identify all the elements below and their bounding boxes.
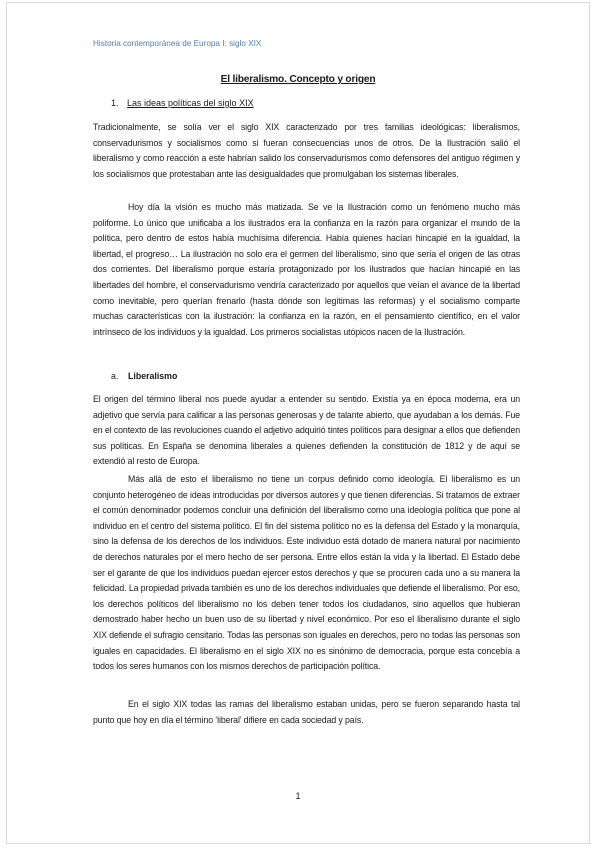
section-number: 1. [111, 98, 119, 108]
subsection-label: Liberalismo [128, 371, 178, 381]
section-heading-1 [111, 98, 254, 108]
paragraph-1: Tradicionalmente, se solía ver el siglo XIX caracterizado por tres familias ideológicas: liberalismos, conservadurismos y socialismos como si fueran consecuencias unos de otros. De la Ilustración salió el liberalismo y como reacción a este habrían salido los conservadurismos como defensores del antiguo régimen y los socialismos que protestaban ante las desigualdades que promulgaban los sistemas liberales. [93, 122, 520, 179]
paragraph-4: Más allá de esto el liberalismo no tiene un corpus definido como ideología. El liberalismo es un conjunto heterogéneo de ideas introducidas por diversos autores y que tienen diferencias. Si tratamos de extraer el común denominador podemos concluir una definición del liberalismo como una ideología política que pone al individuo en el centro del sistema político. El fin del sistema político no es la defensa del Estado y la monarquía, sino la defensa de los derechos de los individuos. Este individuo está dotado de manera natural por nacimiento de derechos naturales por el mero hecho de ser persona. Entre ellos están la vida y la libertad. El Estado debe ser el garante de que los individuos puedan ejercer estos derechos y que se procuren cada uno a su manera la felicidad. La propiedad privada también es uno de los derechos individuales que defiende el liberalismo. Por eso, los derechos políticos del liberalismo no los deben tener todos los ciudadanos, sino aquellos que hubieran demostrado haber hecho un buen uso de su libertad y nivel económico. Por eso el liberalismo durante el siglo XIX defiende el sufragio censitario. Todas las personas son iguales en derechos, pero no todas las personas son iguales en capacidades. El liberalismo en el siglo XIX no es sinónimo de democracia, porque esta concebía a todos los seres humanos con los mismos derechos de participación política. [93, 474, 520, 672]
page-number: 1 [295, 791, 301, 801]
document-title: El liberalismo. Concepto y origen [220, 74, 376, 85]
running-header: Historia contemporánea de Europa I: siglo XIX [93, 39, 262, 48]
document-page [6, 2, 590, 844]
subsection-letter: a. [111, 371, 119, 381]
paragraph-5: En el siglo XIX todas las ramas del liberalismo estaban unidas, pero se fueron separando hasta tal punto que hoy en día el término ‘liberal’ difiere en cada sociedad y país. [93, 699, 520, 725]
section-label: Las ideas políticas del siglo XIX [127, 98, 254, 108]
paragraph-3: El origen del término liberal nos puede ayudar a entender su sentido. Existía ya en época moderna, era un adjetivo que servía para calificar a las personas generosas y de talante abierto, que ayudaban a los demás. Fue en el contexto de las revoluciones cuando el adjetivo adquirió tintes políticos para designar a ellos que defienden sus políticas. En España se denomina liberales a quienes defienden la constitución de 1812 y de aquí se extendió al resto de Europa. [93, 394, 520, 467]
paragraph-2: Hoy día la visión es mucho más matizada. Se ve la Ilustración como un fenómeno mucho más poliforme. Lo único que unificaba a los ilustrados era la confianza en la razón para organizar el mundo de la política, pero dentro de estos había muchísima diferencia. Había quienes hacían hincapié en la igualdad, la libertad, el progreso… La ilustración no solo era el germen del liberalismo, sino que sería el origen de las otras dos corrientes. Del liberalismo porque estaría protagonizado por los ilustrados que hacían hincapié en las libertades del hombre, el conservadurismo vendría caracterizado por aquellos que veían el avance de la libertad como inevitable, pero querían frenarlo (hasta dónde son legítimas las reformas) y el socialismo comparte muchas características con la ilustración: la confianza en la razón, en el pensamiento científico, en el valor intrínseco de los individuos y la igualdad. Los primeros socialistas utópicos nacen de la Ilustración. [93, 202, 520, 337]
subsection-heading-a [111, 371, 177, 381]
